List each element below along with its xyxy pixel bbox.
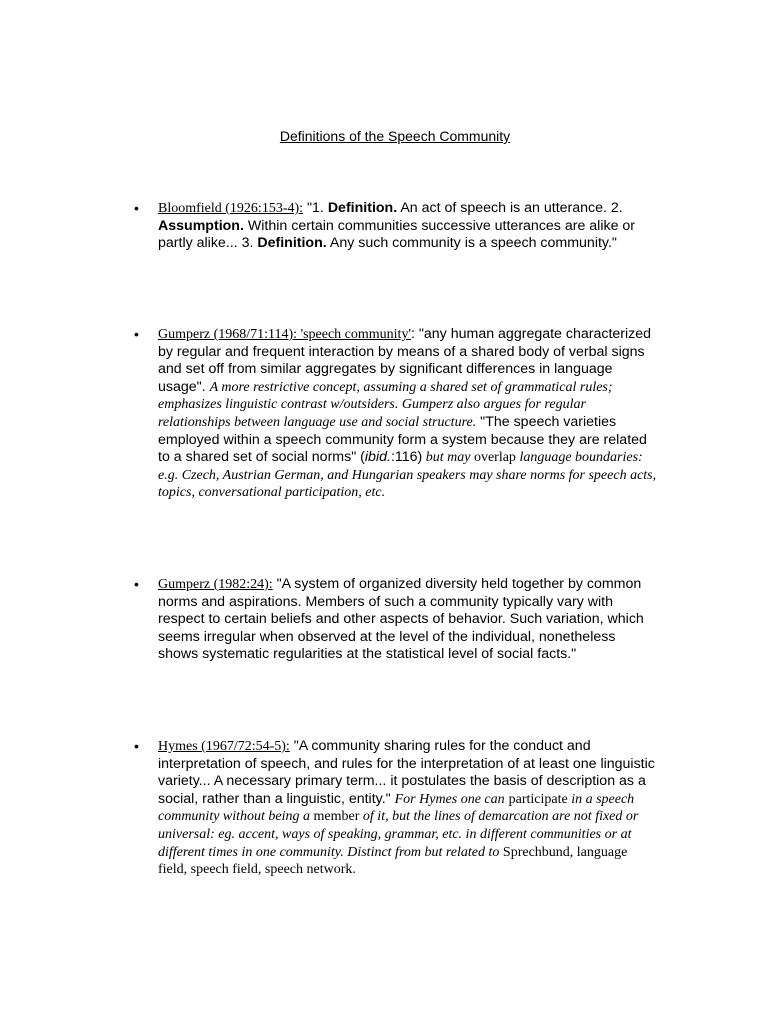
quote-text: "1. bbox=[303, 200, 328, 216]
list-item-gumperz-1968 bbox=[134, 326, 658, 502]
commentary-term: overlap bbox=[473, 450, 516, 466]
source-citation: Hymes (1967/72:54-5): bbox=[158, 739, 290, 754]
page-title: Definitions of the Speech Community bbox=[279, 128, 511, 144]
commentary-term: member bbox=[313, 809, 360, 825]
term-bold: Definition. bbox=[257, 235, 327, 252]
source-citation: Gumperz (1968/71:114): 'speech community' bbox=[158, 327, 411, 342]
commentary: For Hymes one can bbox=[394, 791, 505, 807]
quote-text: "A system of organized diversity held together by common norms and aspirations. Members of such a community typically vary with respect to certain beliefs and other aspects of behavior. Such variation, which seems irregular when observed at the level of the individual, nonetheless shows systematic regularities at the statistical level of social facts." bbox=[158, 576, 644, 663]
quote-text: "A community sharing rules for the conduct and interpretation of speech, and rules for the interpretation of at least one linguistic variety... A necessary primary term... it postulates the basis of description as a social, rather than a linguistic, entity." bbox=[158, 738, 655, 807]
source-citation: Gumperz (1982:24): bbox=[158, 577, 273, 592]
commentary: language boundaries: e.g. Czech, Austrian German, and Hungarian speakers may share norms for speech acts, topics, conversational participation, etc. bbox=[158, 450, 657, 501]
ibid-ref: ibid. bbox=[364, 449, 391, 466]
quote-text: "The speech varieties employed within a speech community form a system because they are related to a shared set of social norms" ( bbox=[158, 413, 647, 466]
quote-text: Any such community is a speech community." bbox=[326, 235, 617, 252]
source-citation: Bloomfield (1926:153-4): bbox=[158, 201, 304, 216]
bullet: • bbox=[134, 200, 139, 216]
quote-text: Within certain communities successive utterances are alike or partly alike... 3. bbox=[158, 217, 636, 252]
term-bold: Definition. bbox=[327, 200, 398, 216]
quote-text: An act of speech is an utterance. 2. bbox=[397, 200, 623, 216]
quote-text: : "any human aggregate characterized by regular and frequent interaction by means of a shared body of verbal signs and set off from similar aggregates by significant differences in language usage". bbox=[158, 326, 652, 395]
page-ref: :116) bbox=[390, 449, 423, 466]
term-bold: Assumption. bbox=[158, 217, 244, 234]
commentary-term: participate bbox=[508, 791, 568, 807]
commentary: of it, but the lines of demarcation are not fixed or universal: eg. accent, ways of speaking, grammar, etc. in different communities or at different times in one community. Distinct from but related to bbox=[158, 809, 639, 860]
list-item-hymes bbox=[134, 738, 658, 879]
bullet: • bbox=[134, 326, 139, 342]
commentary: A more restrictive concept, assuming a shared set of grammatical rules; emphasizes linguistic contrast w/outsiders. Gumperz also argues for regular relationships between language use and social structure. bbox=[158, 379, 613, 430]
commentary-term: Sprechbund, language field, speech field, speech network. bbox=[158, 844, 628, 878]
bullet: • bbox=[134, 738, 139, 754]
list-item-gumperz-1982 bbox=[134, 576, 658, 664]
list-item-bloomfield bbox=[134, 200, 658, 253]
commentary: in a speech community without being a bbox=[158, 791, 635, 825]
commentary: but may bbox=[422, 450, 474, 466]
bullet: • bbox=[134, 576, 139, 592]
